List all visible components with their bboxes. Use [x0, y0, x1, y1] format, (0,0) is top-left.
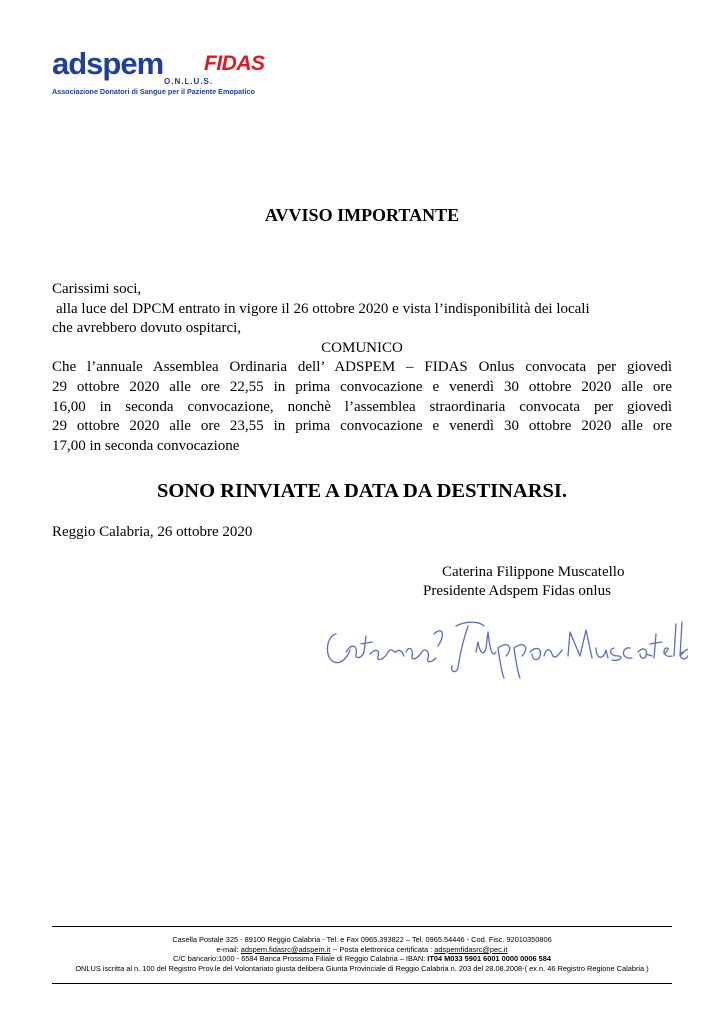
pec-email-link[interactable]: adspemfidasrc@pec.it	[434, 944, 508, 954]
signatory-role: Presidente Adspem Fidas onlus	[423, 583, 611, 599]
footer-email-label: e-mail:	[216, 944, 241, 954]
logo-adspem-text: adspem	[52, 46, 164, 81]
footer-address: Casella Postale 325 - 89100 Reggio Calabria - Tel. e Fax 0965.393822 – Tel. 0965.54446 - Cod. Fisc. 92010350806	[172, 935, 552, 944]
letter-body	[52, 280, 672, 456]
notice-title: AVVISO IMPORTANTE	[264, 205, 460, 225]
footer-bottom-rule	[52, 983, 672, 984]
adspem-fidas-logo	[52, 48, 282, 98]
body-line-6: 29 ottobre 2020 alle ore 23,55 in prima convocazione e venerdì 30 ottobre 2020 alle ore	[52, 418, 672, 435]
body-line-5: 16,00 in seconda convocazione, nonchè l’assemblea straordinaria convocata per giovedì	[52, 398, 672, 415]
footer	[52, 935, 672, 974]
email-link[interactable]: adspem.fidasrc@adspem.it	[240, 944, 331, 954]
handwritten-signature	[318, 612, 688, 682]
footer-contacts	[52, 945, 672, 955]
body-line-2: che avrebbero dovuto ospitarci,	[52, 320, 242, 337]
footer-pec-label: -- Posta elettronica certificata :	[330, 944, 435, 954]
place-date: Reggio Calabria, 26 ottobre 2020	[52, 524, 253, 540]
footer-top-rule	[52, 926, 672, 927]
greeting: Carissimi soci,	[52, 281, 142, 297]
logo-tagline: Associazione Donatori di Sangue per il Paziente Emopatico	[52, 87, 255, 96]
footer-bank	[52, 954, 672, 964]
body-line-7: 17,00 in seconda convocazione	[52, 437, 240, 454]
footer-iban: IT04 M033 5901 6001 0000 0006 584	[427, 954, 551, 964]
comunico-heading: COMUNICO	[321, 339, 403, 356]
logo-fidas-text: FIDAS	[204, 52, 265, 75]
signatory-name: Caterina Filippone Muscatello	[442, 564, 625, 580]
footer-bank-text: C/C bancario:1000 - 6584 Banca Prossima Filiale di Reggio Calabria – IBAN:	[173, 954, 428, 964]
body-line-4: 29 ottobre 2020 alle ore 22,55 in prima convocazione e venerdì 30 ottobre 2020 alle ore	[52, 378, 672, 395]
postponement-announcement: SONO RINVIATE A DATA DA DESTINARSI.	[156, 480, 568, 502]
footer-registration: ONLUS iscritta al n. 100 del Registro Prov.le del Volontariato giusta delibera Giunta Provinciale di Reggio Calabria n. 203 del 28.08.2008-( ex n. 46 Registro Regione Calabria )	[75, 964, 649, 974]
logo-onlus-text: O.N.L.U.S.	[164, 77, 214, 86]
body-line-3: Che l’annuale Assemblea Ordinaria dell’ ADSPEM – FIDAS Onlus convocata per giovedì	[52, 359, 672, 376]
body-line-1: alla luce del DPCM entrato in vigore il 26 ottobre 2020 e vista l’indisponibilità dei locali	[56, 300, 590, 317]
